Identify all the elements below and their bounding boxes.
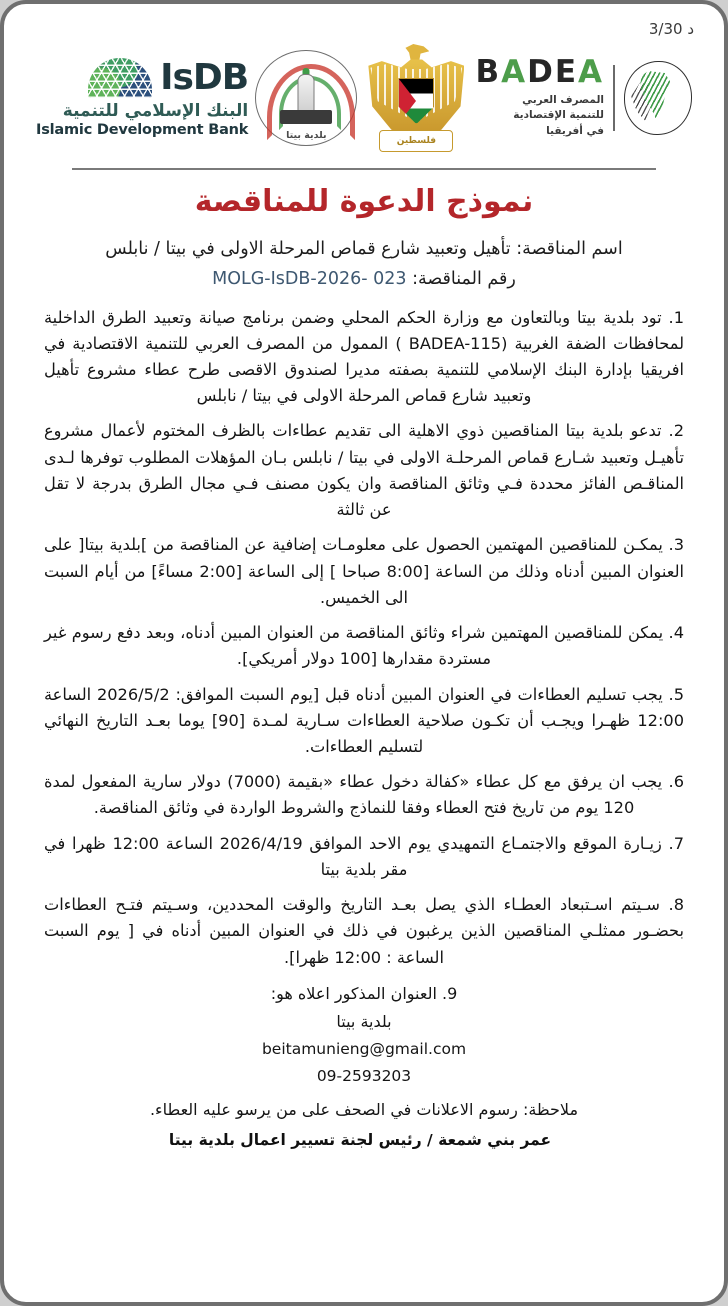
clause-1: 1. تود بلدية بيتا وبالتعاون مع وزارة الحكم المحلي وضمن برنامج صيانة وتعبيد الطرق الداخلية لمحافظات الضفة الغربية (BADEA-115 ) الممول من المصرف العربي للتنمية الاقتصادية في افريقيا بإدارة البنك الإسلامي للتنمية بصفته مديرا لصندوق الاقصى طرح عطاء مشروع تأهيل وتعبيد شارع قماص المرحلة الاولى في بيتا / نابلس [44, 307, 685, 406]
isdb-acronym: IsDB [160, 56, 249, 98]
badea-divider [613, 65, 615, 131]
badea-arabic-line-1: المصرف العربي [522, 94, 604, 107]
clause-4: 4. يمكن للمناقصين المهتمين شراء وثائق المناقصة من العنوان المبين أدناه، وبعد دفع رسوم غير مستردة مقدارها [100 دولار أمريكي]. [44, 623, 684, 669]
badea-acronym: BADEA [475, 54, 604, 91]
isdb-english-name: Islamic Development Bank [36, 122, 249, 138]
page-marker: د 3/30 [648, 20, 694, 38]
contact-email[interactable]: beitamunieng@gmail.com [261, 1039, 467, 1058]
isdb-arabic-name: البنك الإسلامي للتنمية [62, 101, 249, 121]
africa-globe-icon [624, 61, 692, 135]
address-entity: بلدية بيتا [336, 1011, 392, 1031]
clause-9: 9. العنوان المذكور اعلاه هو: [270, 983, 458, 1003]
seal-label: بلدية بيتا [286, 130, 327, 141]
seal-base [280, 110, 332, 124]
address-section [44, 980, 684, 1090]
clause-3: 3. يمكـن للمناقصين المهتمين الحصول على معلومـات إضافية عن المناقصة من ]بلدية بيتا[ على العنوان المبين أدناه وذلك من الساعة [8:00 صباحا ] إلى الساعة [2:00 مساءً] من أيام السبت الى الخميس. [44, 535, 684, 607]
clause-8: 8. سـيتم اسـتبعاد العطـاء الذي يصل بعـد التاريخ والوقت المحددين، وسـيتم فتـح العطاءات بحضـور ممثلـي المناقصين الذين يرغبون في ذلك في العنوان المبين أدناه في [ يوم السبت الساعة : 12:00 ظهرا]. [44, 895, 684, 967]
footer-note: ملاحظة: رسوم الاعلانات في الصحف على من يرسو عليه العطاء. [149, 1100, 579, 1120]
municipality-seal-icon [255, 50, 357, 146]
tender-number-label: رقم المناقصة: [412, 268, 516, 289]
clause-6: 6. يجب ان يرفق مع كل عطاء «كفالة دخول عطاء «بقيمة (7000) دولار سارية المفعول لمدة 120 يوم من تاريخ فتح العطاء وفقا للنماذج والشروط الواردة في وثائق المناقصة. [44, 772, 685, 818]
contact-phone[interactable]: 09-2593203 [316, 1067, 412, 1086]
emblem-scroll: فلسطين [379, 130, 453, 152]
clause-2: 2. تدعو بلدية بيتا المناقصين ذوي الاهلية الى تقديم عطاءات بالظرف المختوم لأعمال مشروع تأهيـل وتعبيد شـارع قماص المرحلـة الاولى في بيتا / نابلس بـان المؤهلات المطلوب توفرها لـدى المناقـص الفائز محددة فـي وثائق المناقصة وان يكون مصنف فـي مجال الطرق بدرجة لا تقل عن ثالثة [44, 421, 684, 520]
tender-meta [30, 235, 698, 295]
tender-number-row [30, 265, 698, 295]
eagle-of-saladin-icon [364, 42, 468, 154]
header-divider [72, 168, 656, 170]
badea-arabic-line-3: في أفريقيا [546, 124, 604, 137]
clause-7: 7. زيـارة الموقع والاجتمـاع التمهيدي يوم الاحد الموافق 2026/4/19 الساعة 12:00 ظهرا في مقر بلدية بيتا [44, 833, 684, 879]
clause-5: 5. يجب تسليم العطاءات في العنوان المبين أدناه قبل [يوم السبت الموافق: 2026/5/2 الساعة 12:00 ظهـرا ويجـب أن تكـون صلاحية العطاءات سـارية لمـدة [90] يوما بعـد التاريخ النهائي لتسليم العطاءات. [44, 684, 684, 757]
clauses-container [44, 305, 684, 1150]
logo-badea [475, 54, 692, 139]
logo-isdb [36, 58, 248, 138]
hexagon-dome-icon [88, 58, 152, 98]
tender-number-value: MOLG-IsDB-2026- 023 [212, 268, 407, 289]
logo-strip [36, 42, 692, 154]
tender-name: اسم المناقصة: تأهيل وتعبيد شارع قماص المرحلة الاولى في بيتا / نابلس [105, 239, 623, 259]
page-title: نموذج الدعوة للمناقصة [194, 184, 534, 219]
badea-arabic-line-2: للتنمية الإقتصادية [513, 109, 604, 122]
signature-line: عمر بني شمعة / رئيس لجنة تسيير اعمال بلدية بيتا [168, 1131, 552, 1150]
